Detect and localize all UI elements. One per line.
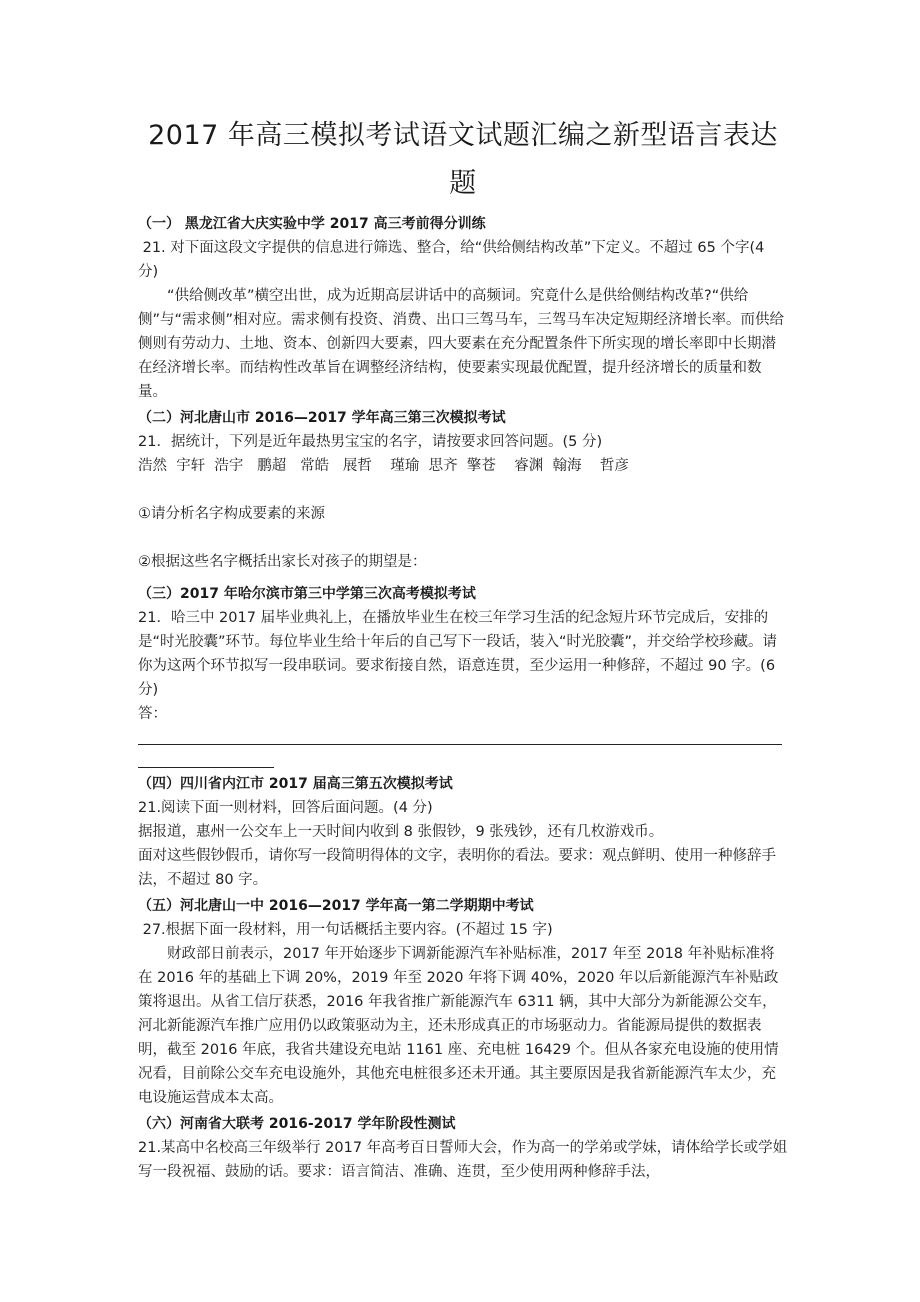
document-page (138, 0, 788, 1184)
answer-line-short[interactable] (138, 749, 274, 768)
title-line-2: 题 (449, 168, 477, 199)
spacer (138, 526, 788, 550)
section-5-question: 27.根据下面一段材料，用一句话概括主要内容。(不超过 15 字) (138, 922, 553, 938)
title-line-1: 2017 年高三模拟考试语文试题汇编之新型语言表达 (148, 120, 778, 151)
section-2-heading: （二）河北唐山市 2016—2017 学年高三第三次模拟考试 (138, 410, 506, 426)
answer-line[interactable] (138, 726, 782, 745)
section-1-heading: （一） 黑龙江省大庆实验中学 2017 高三考前得分训练 (138, 216, 486, 232)
spacer (138, 478, 788, 502)
section-1-passage: “供给侧改革”横空出世，成为近期高层讲话中的高频词。究竟什么是供给侧结构改革?“供给侧”与“需求侧”相对应。需求侧有投资、消费、出口三驾马车，三驾马车决定短期经济增长率。而供给侧则有劳动力、土地、资本、创新四大要素，四大要素在充分配置条件下所实现的增长率即中长期潜在经济增长率。而结构性改革旨在调整经济结构，使要素实现最优配置，提升经济增长的质量和数量。 (138, 288, 785, 400)
section-2-names: 浩然 宇轩 浩宇 鹏超 常皓 展哲 瑾瑜 思齐 擎苍 睿渊 翰海 哲彦 (138, 458, 629, 474)
section-6-question: 21.某高中名校高三年级举行 2017 年高考百日誓师大会，作为高一的学弟或学妹，请体给学长或学姐写一段祝福、鼓励的话。要求：语言简洁、准确、连贯，至少使用两种修辞手法， (138, 1140, 788, 1180)
section-2-sub1: ①请分析名字构成要素的来源 (138, 506, 325, 522)
section-2-sub2: ②根据这些名字概括出家长对孩子的期望是： (138, 554, 427, 570)
section-6-heading: （六）河南省大联考 2016-2017 学年阶段性测试 (138, 1116, 456, 1132)
section-1-question: 21. 对下面这段文字提供的信息进行筛选、整合，给“供给侧结构改革”下定义。不超过 65 个字(4 分) (138, 240, 769, 280)
section-5-heading: （五）河北唐山一中 2016—2017 学年高一第二学期期中考试 (138, 898, 534, 914)
section-3-question: 21．哈三中 2017 届毕业典礼上，在播放毕业生在校三年学习生活的纪念短片环节完成后，安排的是“时光胶囊”环节。每位毕业生给十年后的自己写下一段话，装入“时光胶囊”，并交给学校珍藏。请你为这两个环节拟写一段串联词。要求衔接自然，语意连贯，至少运用一种修辞，不超过 90 字。(6 分) (138, 610, 780, 698)
document-title (138, 112, 788, 208)
section-4-line-1: 据报道，惠州一公交车上一天时间内收到 8 张假钞，9 张残钞，还有几枚游戏币。 (138, 824, 664, 840)
section-4-line-2: 面对这些假钞假币，请你写一段简明得体的文字，表明你的看法。要求：观点鲜明、使用一种修辞手法，不超过 80 字。 (138, 848, 776, 888)
section-2-question: 21．据统计，下列是近年最热男宝宝的名字，请按要求回答问题。(5 分) (138, 434, 603, 450)
section-4-question: 21.阅读下面一则材料，回答后面问题。(4 分) (138, 800, 433, 816)
section-3-heading: （三）2017 年哈尔滨市第三中学第三次高考模拟考试 (138, 586, 476, 602)
section-4-heading: （四）四川省内江市 2017 届高三第五次模拟考试 (138, 776, 453, 792)
section-5-passage: 财政部日前表示，2017 年开始逐步下调新能源汽车补贴标准，2017 年至 2018 年补贴标准将在 2016 年的基础上下调 20%，2019 年至 2020 年将下调 40%，2020 年以后新能源汽车补贴政策将退出。从省工信厅获悉，2016 年我省推广新能源汽车 6311 辆，其中大部分为新能源公交车，河北新能源汽车推广应用仍以政策驱动为主，还未形成真正的市场驱动力。省能源局提供的数据表明，截至 2016 年底，我省共建设充电站 1161 座、充电桩 16429 个。但从各家充电设施的使用情况看，目前除公交车充电设施外，其他充电桩很多还未开通。其主要原因是我省新能源汽车太少，充电设施运营成本太高。 (138, 946, 779, 1106)
section-3-answer-label: 答： (138, 706, 167, 722)
